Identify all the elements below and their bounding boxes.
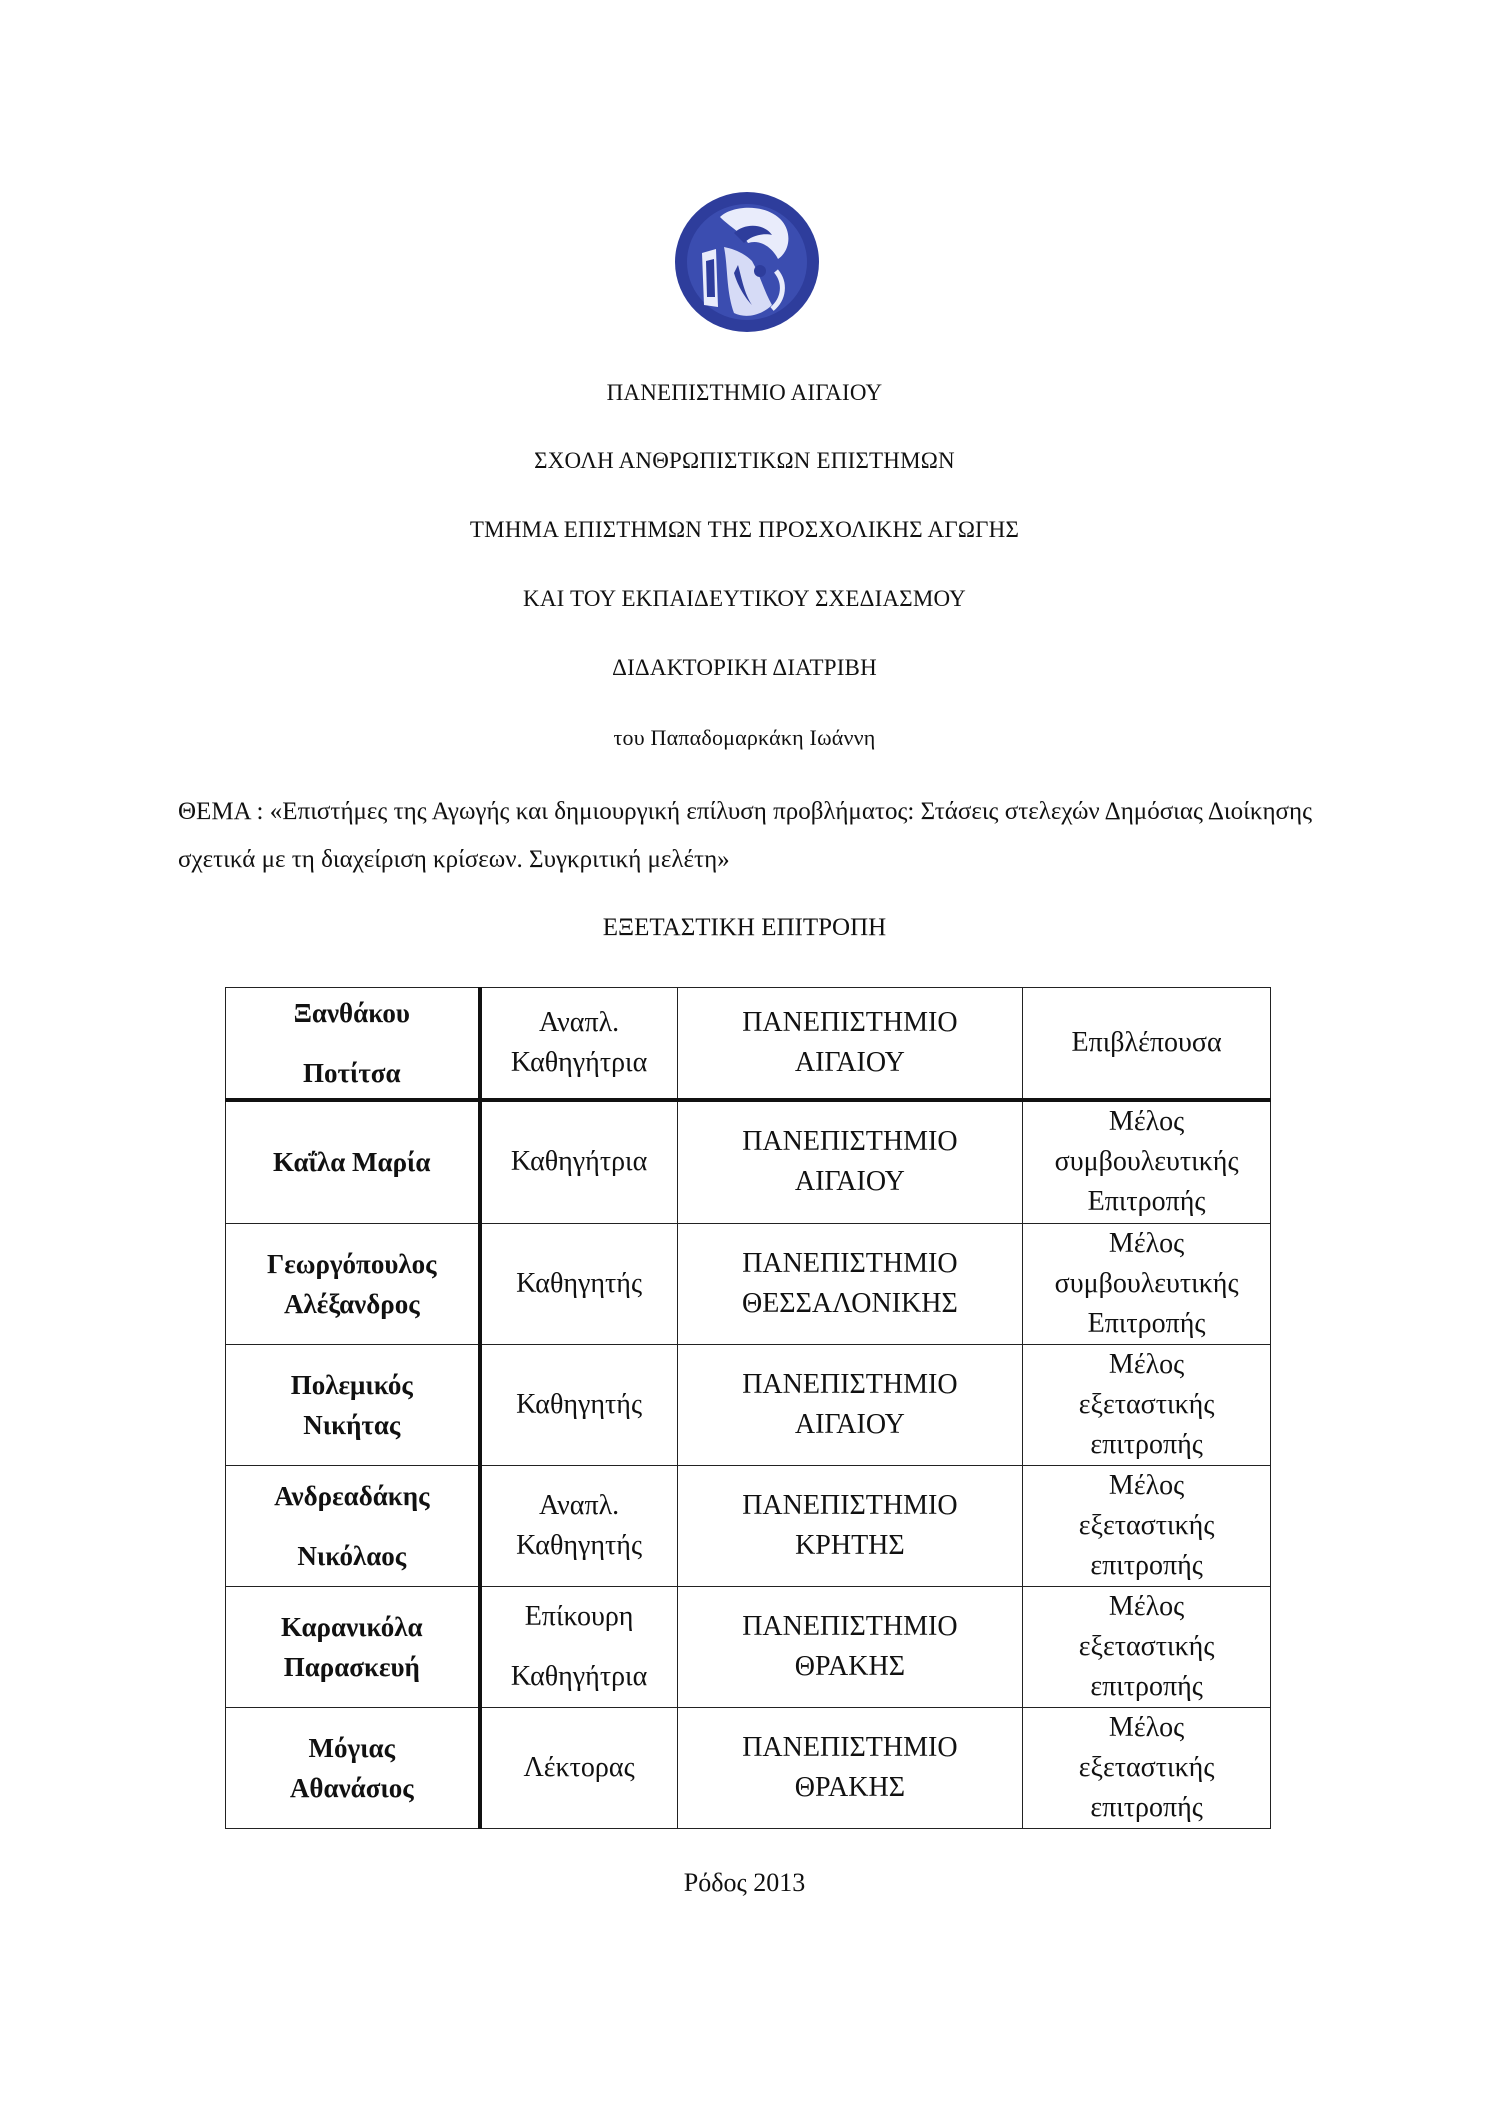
member-name [226,1708,480,1829]
member-rank [480,1466,678,1587]
member-name-line: Αθανάσιος [289,1773,414,1803]
member-institution-line: ΠΑΝΕΠΙΣΤΗΜΙΟ [742,1248,958,1279]
member-rank-line: Αναπλ. [538,1006,620,1038]
member-institution [677,1466,1023,1587]
member-name-line: Ξανθάκου [293,997,410,1028]
member-rank-line: Καθηγήτρια [510,1661,648,1692]
member-institution-line: ΘΡΑΚΗΣ [794,1651,905,1682]
member-rank [480,1708,678,1829]
thesis-theme: ΘΕΜΑ : «Επιστήμες της Αγωγής και δημιουργική επίλυση προβλήματος: Στάσεις στελεχών Δημόσιας Διοίκησης σχετικά με τη διαχείριση κρίσεων. Συγκριτική μελέτη» [178,798,1312,873]
member-role-line: επιτροπής [1090,1550,1203,1581]
member-role-line: εξεταστικής [1078,1631,1215,1662]
member-role-line: Επιτροπής [1087,1308,1206,1339]
member-name-line: Νικήτας [303,1410,401,1440]
member-name-line: Μόγιας [308,1733,395,1763]
member-institution-line: ΑΙΓΑΙΟΥ [794,1166,905,1198]
member-institution-line: ΠΑΝΕΠΙΣΤΗΜΙΟ [742,1126,958,1158]
member-role-line: συμβουλευτικής [1054,1146,1239,1178]
member-role [1023,1708,1271,1829]
member-institution-line: ΠΑΝΕΠΙΣΤΗΜΙΟ [742,1732,958,1763]
member-name-line: Αλέξανδρος [283,1289,420,1319]
member-institution [677,988,1023,1100]
committee-row [226,988,1271,1100]
document-type: ΔΙΔΑΚΤΟΡΙΚΗ ΔΙΑΤΡΙΒΗ [612,655,877,680]
member-role-line: Μέλος [1108,1470,1185,1501]
member-institution [677,1224,1023,1345]
member-institution-line: ΑΙΓΑΙΟΥ [794,1046,905,1078]
member-institution-line: ΠΑΝΕΠΙΣΤΗΜΙΟ [742,1490,958,1521]
member-rank [480,1224,678,1345]
member-name [226,1100,480,1224]
member-role-line: Μέλος [1108,1349,1185,1380]
member-institution-line: ΚΡΗΤΗΣ [795,1530,905,1561]
member-role [1023,988,1271,1100]
university-seal-icon [672,187,822,337]
member-role [1023,1466,1271,1587]
member-institution-line: ΘΕΣΣΑΛΟΝΙΚΗΣ [741,1288,958,1319]
member-rank-line: Καθηγητής [516,1530,643,1561]
member-role [1023,1100,1271,1224]
committee-row [226,1345,1271,1466]
member-name-line: Παρασκευή [283,1652,420,1682]
member-role [1023,1224,1271,1345]
member-name-line: Καρανικόλα [281,1612,423,1642]
member-role-line: εξεταστικής [1078,1510,1215,1541]
committee-row [226,1587,1271,1708]
member-role-line: Μέλος [1108,1106,1185,1138]
school-name: ΣΧΟΛΗ ΑΝΘΡΩΠΙΣΤΙΚΩΝ ΕΠΙΣΤΗΜΩΝ [534,448,955,473]
member-role-line: Μέλος [1108,1591,1185,1622]
member-rank-line: Αναπλ. [538,1490,620,1521]
member-rank [480,1100,678,1224]
member-rank [480,1345,678,1466]
member-role-line: Επιτροπής [1087,1186,1206,1218]
member-institution-line: ΠΑΝΕΠΙΣΤΗΜΙΟ [742,1611,958,1642]
member-institution-line: ΠΑΝΕΠΙΣΤΗΜΙΟ [742,1369,958,1400]
member-institution [677,1100,1023,1224]
member-name [226,988,480,1100]
member-role-line: Επιβλέπουσα [1071,1026,1222,1058]
department-line-2: ΚΑΙ ΤΟΥ ΕΚΠΑΙΔΕΥΤΙΚΟΥ ΣΧΕΔΙΑΣΜΟΥ [523,586,966,611]
member-role-line: Μέλος [1108,1228,1185,1259]
committee-title: ΕΞΕΤΑΣΤΙΚΗ ΕΠΙΤΡΟΠΗ [602,914,887,941]
committee-row [226,1708,1271,1829]
member-role-line: Μέλος [1108,1712,1185,1743]
member-institution-line: ΠΑΝΕΠΙΣΤΗΜΙΟ [742,1006,958,1038]
member-role-line: επιτροπής [1090,1429,1203,1460]
member-institution [677,1708,1023,1829]
member-role-line: επιτροπής [1090,1671,1203,1702]
member-institution-line: ΑΙΓΑΙΟΥ [794,1409,905,1440]
member-name-line: Καΐλα Μαρία [273,1147,431,1178]
member-name-line: Πολεμικός [290,1370,413,1400]
member-rank-line: Επίκουρη [524,1601,634,1632]
member-rank [480,988,678,1100]
member-name-line: Γεωργόπουλος [267,1249,437,1279]
member-rank [480,1587,678,1708]
university-name: ΠΑΝΕΠΙΣΤΗΜΙΟ ΑΙΓΑΙΟΥ [606,380,883,405]
member-name [226,1466,480,1587]
committee-row [226,1224,1271,1345]
committee-table [225,987,1271,1829]
member-role-line: συμβουλευτικής [1054,1268,1239,1299]
member-name [226,1587,480,1708]
member-name-line: Ανδρεαδάκης [274,1481,430,1511]
member-role-line: εξεταστικής [1078,1389,1215,1420]
member-institution [677,1587,1023,1708]
member-rank-line: Καθηγήτρια [510,1046,648,1078]
place-year: Ρόδος 2013 [683,1868,806,1897]
member-rank-line: Καθηγήτρια [510,1146,648,1178]
member-role-line: εξεταστικής [1078,1752,1215,1783]
member-name-line: Νικόλαος [297,1541,407,1571]
author-line: του Παπαδομαρκάκη Ιωάννη [613,725,876,750]
member-role [1023,1587,1271,1708]
department-line-1: ΤΜΗΜΑ ΕΠΙΣΤΗΜΩΝ ΤΗΣ ΠΡΟΣΧΟΛΙΚΗΣ ΑΓΩΓΗΣ [469,517,1020,542]
member-role [1023,1345,1271,1466]
member-rank-line: Λέκτορας [523,1752,635,1783]
member-name-line: Ποτίτσα [303,1057,401,1088]
member-name [226,1345,480,1466]
committee-row [226,1466,1271,1587]
member-name [226,1224,480,1345]
member-role-line: επιτροπής [1090,1792,1203,1823]
member-institution [677,1345,1023,1466]
member-rank-line: Καθηγητής [516,1389,643,1420]
committee-row [226,1100,1271,1224]
member-rank-line: Καθηγητής [516,1268,643,1299]
member-institution-line: ΘΡΑΚΗΣ [794,1772,905,1803]
